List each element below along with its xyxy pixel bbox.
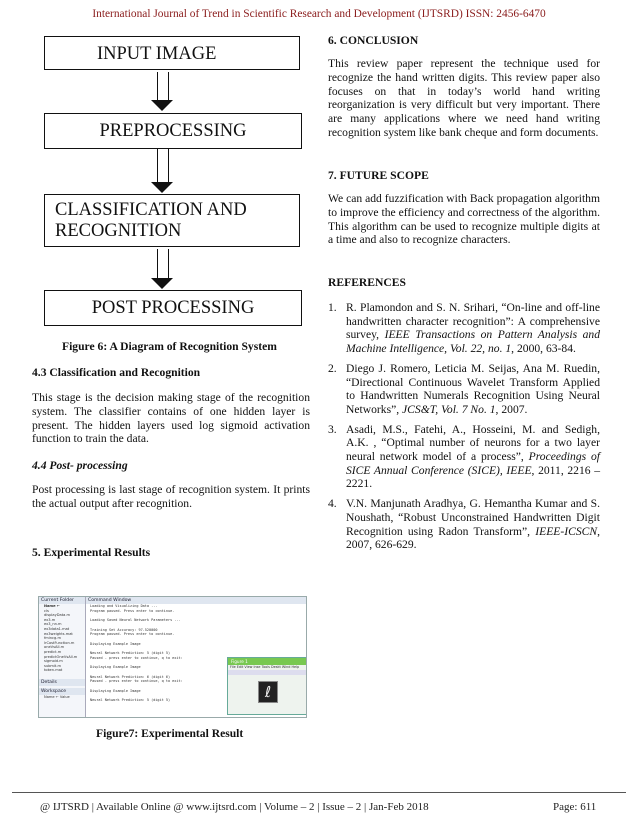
flow-arrow-1: [151, 72, 175, 111]
details-label: Details: [39, 679, 85, 686]
reference-authors-title: Diego J. Romero, Leticia M. Seijas, Ana M. Ruedin, “Directional Continuous Wavelet Transform Applied to Handwritten Numerals Recognition Using Neural Networks”,: [346, 361, 600, 416]
reference-year-pages: , 2007, 626-629.: [346, 524, 600, 552]
command-line: Paused - press enter to continue, q to exit:: [90, 679, 183, 684]
footer-info: @ IJTSRD | Available Online @ www.ijtsrd.com | Volume – 2 | Issue – 2 | Jan-Feb 2018: [40, 801, 429, 813]
reference-authors-title: R. Plamondon and S. N. Srihari, “On-line and off-line handwritten character recognition”: A comprehensive survey,: [346, 301, 600, 342]
reference-item: [328, 497, 600, 552]
file-item[interactable]: ex3_nn.m: [44, 622, 62, 627]
flow-box-preprocessing: [44, 113, 302, 149]
command-line: Paused - press enter to continue, q to exit:: [90, 655, 183, 660]
figure-1-window: [227, 657, 307, 715]
file-item[interactable]: cls: [44, 608, 49, 613]
command-line: Loading Saved Neural Network Parameters ...: [90, 618, 181, 623]
reference-text: [346, 362, 600, 417]
current-folder-panel: [39, 597, 86, 717]
file-item[interactable]: displayData.m: [44, 613, 70, 618]
figure-1-menubar: File Edit View Inse Tools Deskt Wind Help: [230, 665, 300, 669]
figure-7-caption: Figure7: Experimental Result: [96, 727, 244, 740]
flow-box-post-processing: [44, 290, 302, 326]
command-line: Displaying Example Image: [90, 641, 141, 646]
file-item[interactable]: lrCostFunction.m: [44, 640, 75, 645]
command-line: Neural Network Prediction: 5 (digit 5): [90, 698, 171, 703]
file-item[interactable]: ex3.m: [44, 617, 56, 622]
current-folder-title: Current Folder: [39, 597, 85, 604]
footer-divider: [12, 792, 626, 793]
file-item[interactable]: token.mat: [44, 668, 63, 673]
reference-text: [346, 497, 600, 552]
reference-text: [346, 301, 600, 356]
references-heading: REFERENCES: [328, 276, 406, 289]
file-list: [39, 609, 85, 673]
folder-column-header: Name ←: [44, 604, 60, 608]
reference-item: [328, 301, 600, 356]
command-window-title: Command Window: [86, 597, 306, 604]
section-7-text: We can add fuzzification with Back propagation algorithm to improve the efficiency and correctness of the algorithm. This algorithm can be used to recognize multiple digits at a time and also to recognize characters.: [328, 192, 600, 247]
reference-text: [346, 423, 600, 492]
figure-1-toolbar: [228, 670, 306, 675]
flow-arrow-2: [151, 149, 175, 193]
command-line: Neural Network Prediction: 5 (digit 5): [90, 651, 171, 656]
section-7-heading: 7. FUTURE SCOPE: [328, 169, 429, 182]
reference-venue: JCS&T, Vol. 7 No. 1: [402, 402, 496, 416]
flow-box-label: POST PROCESSING: [91, 298, 255, 318]
workspace-columns: Name ← Value: [44, 694, 70, 699]
file-item[interactable]: fmincg.m: [44, 636, 61, 641]
digit-glyph: ℓ: [264, 683, 272, 701]
reference-number: 3.: [328, 422, 337, 436]
file-item[interactable]: ex3data1.mat: [44, 626, 70, 631]
section-6-text: This review paper represent the technique used for recognize the hand written digits. This review paper also focuses on that in today’s world hand writing reorganization is very difficult but very important. There are many applications where we need hand writing recognition system like bank cheque and form documents.: [328, 57, 600, 139]
reference-year-pages: , 2000, 63-84.: [511, 342, 576, 356]
command-line: Neural Network Prediction: 6 (digit 6): [90, 674, 171, 679]
section-6-heading: 6. CONCLUSION: [328, 34, 419, 47]
reference-year-pages: , 2011, 2216 – 2221.: [346, 463, 600, 491]
section-4-3-text: This stage is the decision making stage of the recognition system. The classifier contains of one hidden layer is present. The hidden layers used log sigmoid activation function to train the data.: [32, 391, 310, 446]
reference-number: 2.: [328, 361, 337, 375]
command-line: Training Set Accuracy: 97.520000: [90, 627, 158, 632]
file-item[interactable]: submit.m: [44, 663, 61, 668]
reference-item: [328, 423, 600, 492]
reference-number: 1.: [328, 301, 337, 314]
references-list: [328, 301, 600, 558]
file-item[interactable]: oneVsAll.m: [44, 645, 65, 650]
reference-venue: IEEE-ICSCN: [535, 524, 598, 538]
reference-number: 4.: [328, 497, 337, 511]
reference-venue: IEEE Transactions on Pattern Analysis and Machine Intelligence, Vol. 22, no. 1: [346, 328, 601, 356]
figure-6-caption: Figure 6: A Diagram of Recognition System: [62, 340, 277, 353]
command-line: Displaying Example Image: [90, 665, 141, 670]
figure-1-titlebar: Figure 1: [228, 658, 306, 665]
reference-year-pages: , 2007.: [495, 402, 528, 416]
flow-box-classification: [44, 194, 300, 247]
command-line: Displaying Example Image: [90, 688, 141, 693]
workspace-title: Workspace: [39, 688, 85, 695]
command-line: Program paused. Press enter to continue.: [90, 632, 175, 637]
file-item[interactable]: predict.m: [44, 649, 62, 654]
journal-header: International Journal of Trend in Scientific Research and Development (IJTSRD) ISSN: 2456-6470: [92, 8, 546, 20]
reference-item: [328, 362, 600, 417]
flow-box-input-image: [44, 36, 300, 70]
file-item[interactable]: predictOneVsAll.m: [44, 654, 78, 659]
section-5-heading: 5. Experimental Results: [32, 546, 151, 559]
flow-arrow-3: [151, 249, 175, 289]
section-4-4-heading: 4.4 Post- processing: [32, 459, 128, 472]
command-line: Loading and Visualizing Data ...: [90, 604, 158, 608]
file-item[interactable]: ex3weights.mat: [44, 631, 73, 636]
digit-image: [258, 681, 278, 703]
page-number: Page: 611: [553, 801, 597, 813]
command-line: Program paused. Press enter to continue.: [90, 608, 175, 613]
flow-box-label: INPUT IMAGE: [97, 44, 217, 64]
reference-venue: Proceedings of SICE Annual Conference (SICE), IEEE: [346, 450, 600, 477]
reference-authors-title: V.N. Manjunath Aradhya, G. Hemantha Kumar and S. Noushath, “Robust Unconstrained Handwritten Digit Recognition using Radon Transform”,: [346, 497, 600, 538]
flow-box-label: PREPROCESSING: [99, 121, 247, 141]
section-4-4-text: Post processing is last stage of recognition system. It prints the actual output after recognition.: [32, 483, 310, 510]
section-4-3-heading: 4.3 Classification and Recognition: [32, 366, 201, 379]
experiment-screenshot: [38, 596, 307, 718]
file-item[interactable]: sigmoid.m: [44, 659, 63, 664]
flow-box-label: CLASSIFICATION AND RECOGNITION: [55, 200, 247, 241]
reference-authors-title: Asadi, M.S., Fatehi, A., Hosseini, M. and Sedigh, A.K. , “Optimal number of neurons for a two layer neural network model of a process”,: [346, 422, 600, 464]
